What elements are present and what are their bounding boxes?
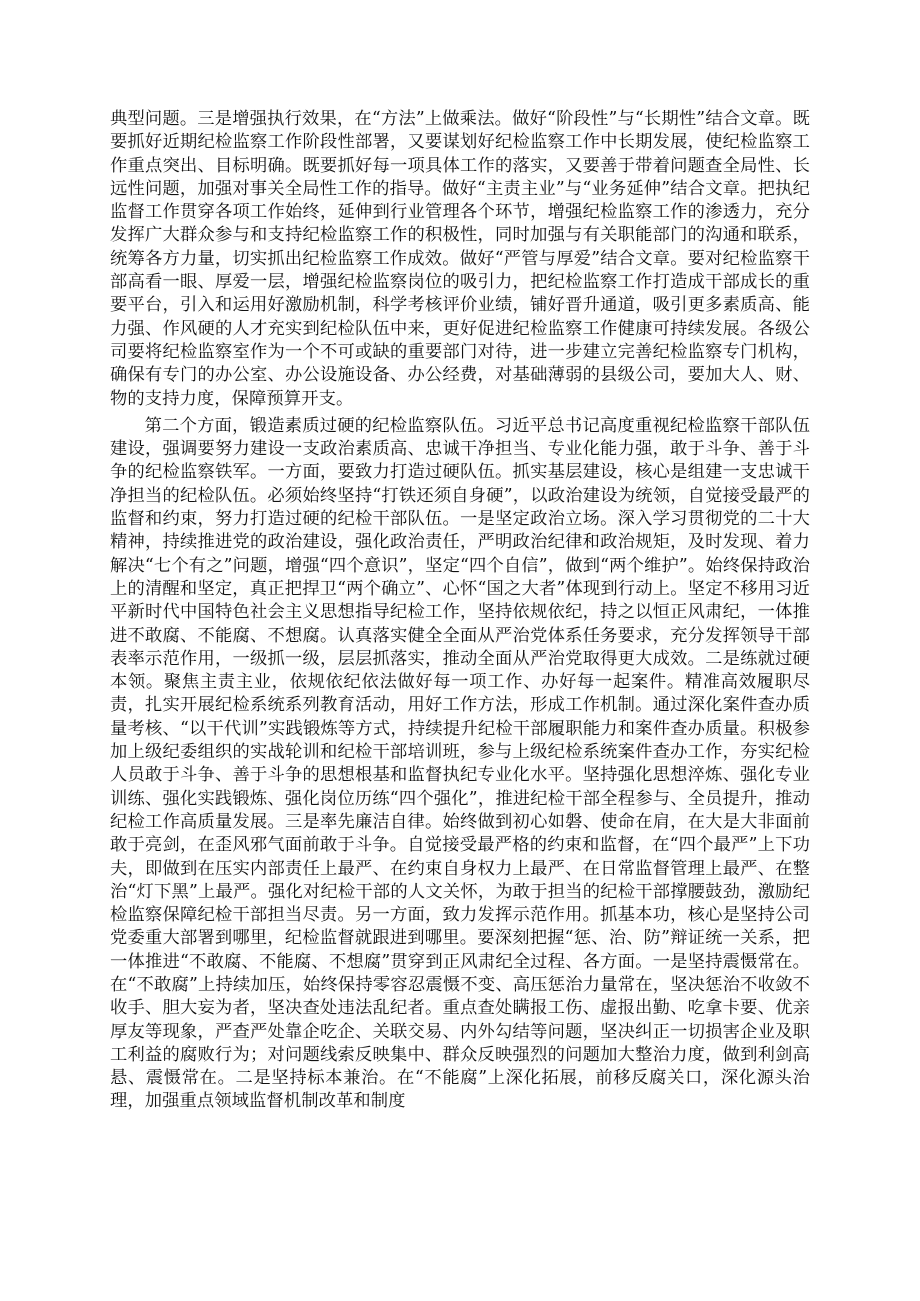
paragraph-2: 第二个方面，锻造素质过硬的纪检监察队伍。习近平总书记高度重视纪检监察干部队伍建设，强调要努力建设一支政治素质高、忠诚干净担当、专业化能力强，敢于斗争、善于斗争的纪检监察铁军。一方面，要致力打造过硬队伍。抓实基层建设，核心是组建一支忠诚干净担当的纪检队伍。必须始终坚持“打铁还须自身硬”，以政治建设为统领，自觉接受最严的监督和约束，努力打造过硬的纪检干部队伍。一是坚定政治立场。深入学习贯彻党的二十大精神，持续推进党的政治建设，强化政治责任，严明政治纪律和政治规矩，及时发现、着力解决“七个有之”问题，增强“四个意识”，坚定“四个自信”，做到“两个维护”。始终保持政治上的清醒和坚定，真正把捍卫“两个确立”、心怀“国之大者”体现到行动上。坚定不移用习近平新时代中国特色社会主义思想指导纪检工作，坚持依规依纪，持之以恒正风肃纪，一体推进不敢腐、不能腐、不想腐。认真落实健全全面从严治党体系任务要求，充分发挥领导干部表率示范作用，一级抓一级，层层抓落实，推动全面从严治党取得更大成效。二是练就过硬本领。聚焦主责主业，依规依纪依法做好每一项工作、办好每一起案件。精准高效履职尽责，扎实开展纪检系统系列教育活动，用好工作方法，形成工作机制。通过深化案件查办质量考核、“以干代训”实践锻炼等方式，持续提升纪检干部履职能力和案件查办质量。积极参加上级纪委组织的实战轮训和纪检干部培训班，参与上级纪检系统案件查办工作，夯实纪检人员敢于斗争、善于斗争的思想根基和监督执纪专业化水平。坚持强化思想淬炼、强化专业训练、强化实践锻炼、强化岗位历练“四个强化”，推进纪检干部全程参与、全员提升，推动纪检工作高质量发展。三是率先廉洁自律。始终做到初心如磐、使命在肩，在大是大非面前敢于亮剑，在歪风邪气面前敢于斗争。自觉接受最严格的约束和监督，在“四个最严”上下功夫，即做到在压实内部责任上最严、在约束自身权力上最严、在日常监督管理上最严、在整治“灯下黑”上最严。强化对纪检干部的人文关怀，为敢于担当的纪检干部撑腰鼓劲，激励纪检监察保障纪检干部担当尽责。另一方面，致力发挥示范作用。抓基本功，核心是坚持公司党委重大部署到哪里，纪检监督就跟进到哪里。要深刻把握“惩、治、防”辩证统一关系，把一体推进“不敢腐、不能腐、不想腐”贯穿到正风肃纪全过程、各方面。一是坚持震慑常在。在“不敢腐”上持续加压，始终保持零容忍震慑不变、高压惩治力量常在，坚决惩治不收敛不收手、胆大妄为者，坚决查处违法乱纪者。重点查处瞒报工伤、虚报出勤、吃拿卡要、优亲厚友等现象，严查严处靠企吃企、关联交易、内外勾结等问题，坚决纠正一切损害企业及职工利益的腐败行为；对问题线索反映集中、群众反映强烈的问题加大整治力度，做到利剑高悬、震慑常在。二是坚持标本兼治。在“不能腐”上深化拓展，前移反腐关口，深化源头治理，加强重点领域监督机制改革和制度 bbox=[110, 415, 810, 1112]
document-page bbox=[110, 108, 810, 1114]
paragraph-1: 典型问题。三是增强执行效果，在“方法”上做乘法。做好“阶段性”与“长期性”结合文章。既要抓好近期纪检监察工作阶段性部署，又要谋划好纪检监察工作中长期发展，使纪检监察工作重点突出、目标明确。既要抓好每一项具体工作的落实，又要善于带着问题查全局性、长远性问题，加强对事关全局性工作的指导。做好“主责主业”与“业务延伸”结合文章。把执纪监督工作贯穿各项工作始终，延伸到行业管理各个环节，增强纪检监察工作的渗透力，充分发挥广大群众参与和支持纪检监察工作的积极性，同时加强与有关职能部门的沟通和联系，统筹各方力量，切实抓出纪检监察工作成效。做好“严管与厚爱”结合文章。要对纪检监察干部高看一眼、厚爱一层，增强纪检监察岗位的吸引力，把纪检监察工作打造成干部成长的重要平台，引入和运用好激励机制，科学考核评价业绩，铺好晋升通道，吸引更多素质高、能力强、作风硬的人才充实到纪检队伍中来，更好促进纪检监察工作健康可持续发展。各级公司要将纪检监察室作为一个不可或缺的重要部门对待，进一步建立完善纪检监察专门机构，确保有专门的办公室、办公设施设备、办公经费，对基础薄弱的县级公司，要加大人、财、物的支持力度，保障预算开支。 bbox=[110, 109, 810, 409]
